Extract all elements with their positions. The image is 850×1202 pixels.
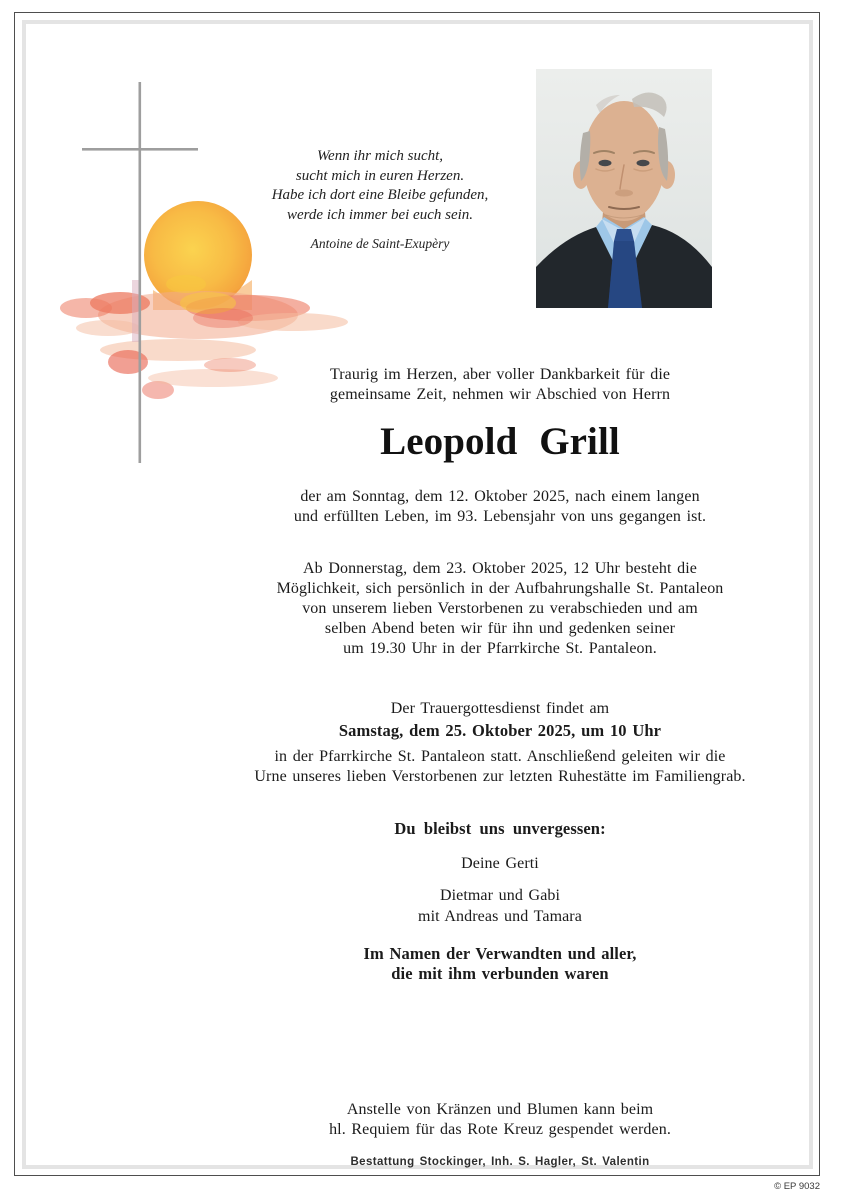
passing-line: und erfüllten Leben, im 93. Lebensjahr von uns gegangen ist. (293, 508, 707, 525)
viewing-text (160, 559, 840, 659)
portrait-photo (536, 69, 712, 308)
head (583, 101, 665, 221)
family-line: Dietmar und Gabi (439, 887, 561, 904)
viewing-line: um 19.30 Uhr in der Pfarrkirche St. Pantaleon. (343, 640, 657, 657)
farewell-heading: Du bleibst uns unvergessen: (394, 819, 606, 838)
portrait-photo-image (536, 69, 712, 308)
quote-block (240, 147, 520, 254)
announcement-intro (160, 365, 840, 405)
quote-line: Habe ich dort eine Bleibe gefunden, (271, 187, 489, 203)
service-line: Urne unseres lieben Verstorbenen zur letzten Ruhestätte im Familiengrab. (254, 768, 746, 785)
quote-line: werde ich immer bei euch sein. (286, 206, 474, 223)
service-datetime: Samstag, dem 25. Oktober 2025, um 10 Uhr (338, 721, 662, 740)
viewing-line: Ab Donnerstag, dem 23. Oktober 2025, 12 Uhr besteht die (302, 560, 698, 577)
passing-line: der am Sonntag, dem 12. Oktober 2025, nach einem langen (300, 488, 700, 505)
closing-line: Im Namen der Verwandten und aller, (363, 944, 637, 963)
closing-line: die mit ihm verbunden waren (391, 964, 609, 983)
intro-line: Traurig im Herzen, aber voller Dankbarkeit für die (329, 366, 671, 383)
viewing-line: von unserem lieben Verstorbenen zu verabschieden und am (302, 600, 698, 617)
service-text (160, 747, 840, 787)
donation-line: hl. Requiem für das Rote Kreuz gespendet werden. (329, 1121, 671, 1138)
undertaker-line: Bestattung Stockinger, Inh. S. Hagler, St. Valentin (350, 1156, 650, 1168)
closing-text (160, 944, 840, 984)
quote-attribution: Antoine de Saint-Exupèry (310, 236, 450, 251)
deceased-name: Leopold Grill (380, 420, 620, 463)
service-intro: Der Trauergottesdienst findet am (390, 700, 610, 717)
donation-note (160, 1100, 840, 1140)
viewing-line: Möglichkeit, sich persönlich in der Aufbahrungshalle St. Pantaleon (276, 580, 724, 597)
print-code: © EP 9032 (774, 1181, 820, 1192)
family-line: mit Andreas und Tamara (418, 908, 582, 925)
intro-line: gemeinsame Zeit, nehmen wir Abschied von Herrn (329, 386, 671, 403)
quote-line: Wenn ihr mich sucht, (316, 148, 444, 164)
viewing-line: selben Abend beten wir für ihn und gedenken seiner (324, 620, 676, 637)
service-line: in der Pfarrkirche St. Pantaleon statt. Anschließend geleiten wir die (274, 748, 726, 765)
quote-line: sucht mich in euren Herzen. (295, 167, 465, 184)
wife-name: Deine Gerti (461, 855, 539, 872)
donation-line: Anstelle von Kränzen und Blumen kann beim (346, 1101, 654, 1118)
passing-text (160, 487, 840, 527)
family-names (160, 885, 840, 927)
